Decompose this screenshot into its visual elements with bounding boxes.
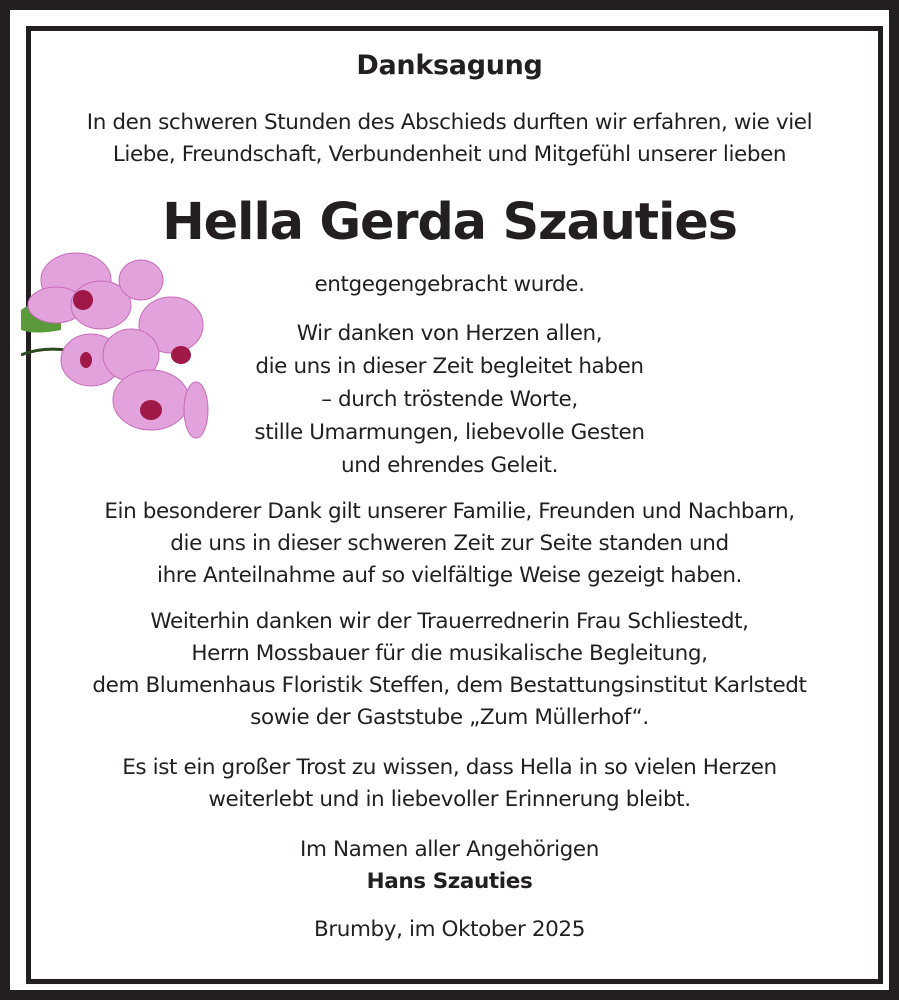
family-paragraph: [0, 496, 899, 592]
thanks-line: und ehrendes Geleit.: [340, 453, 559, 478]
signature-name: Hans Szauties: [366, 869, 533, 894]
intro-line: Liebe, Freundschaft, Verbundenheit und Mitgefühl unserer lieben: [112, 142, 787, 167]
family-line: ihre Anteilnahme auf so vielfältige Weise gezeigt haben.: [157, 563, 742, 588]
intro-line: In den schweren Stunden des Abschieds durften wir erfahren, wie viel: [86, 110, 813, 135]
thanks-line: stille Umarmungen, liebevolle Gesten: [254, 420, 645, 445]
further-line: sowie der Gaststube „Zum Müllerhof“.: [250, 705, 649, 730]
after-name-text: entgegengebracht wurde.: [314, 272, 585, 297]
further-line: dem Blumenhaus Floristik Steffen, dem Bestattungsinstitut Karlstedt: [92, 673, 807, 698]
deceased-name: Hella Gerda Szauties: [162, 193, 737, 252]
further-line: Weiterhin danken wir der Trauerrednerin Frau Schliestedt,: [150, 609, 749, 634]
further-line: Herrn Mossbauer für die musikalische Begleitung,: [191, 641, 708, 666]
place-date: Brumby, im Oktober 2025: [314, 917, 585, 942]
signature-intro: Im Namen aller Angehörigen: [300, 837, 599, 862]
thanks-line: – durch tröstende Worte,: [321, 387, 578, 412]
comfort-line: Es ist ein großer Trost zu wissen, dass Hella in so vielen Herzen: [122, 755, 777, 780]
comfort-paragraph: [0, 752, 899, 816]
thanks-line: Wir danken von Herzen allen,: [296, 321, 603, 346]
intro-paragraph: [0, 107, 899, 171]
thanks-line: die uns in dieser Zeit begleitet haben: [255, 354, 644, 379]
further-thanks-paragraph: [0, 606, 899, 734]
family-line: Ein besonderer Dank gilt unserer Familie, Freunden und Nachbarn,: [104, 499, 795, 524]
family-line: die uns in dieser schweren Zeit zur Seite standen und: [170, 531, 729, 556]
notice-title: Danksagung: [356, 50, 543, 81]
comfort-line: weiterlebt und in liebevoller Erinnerung bleibt.: [208, 787, 691, 812]
thanks-paragraph: [0, 317, 899, 482]
